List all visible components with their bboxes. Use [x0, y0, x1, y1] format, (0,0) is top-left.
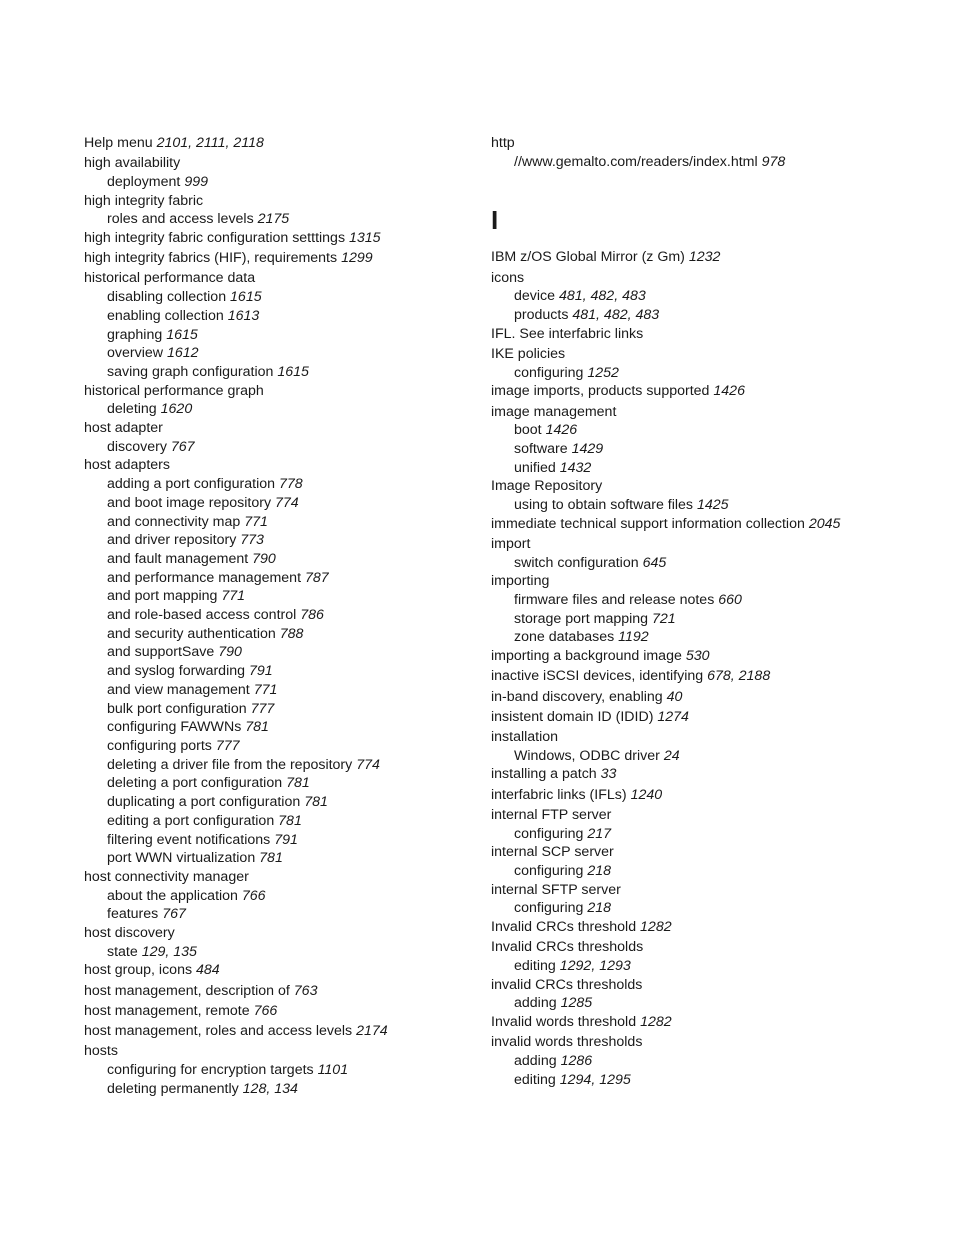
index-page-refs: 1615: [277, 363, 309, 380]
index-term: importing: [491, 573, 550, 590]
index-entry: [491, 134, 931, 153]
index-term: historical performance data: [84, 270, 256, 287]
index-term: editing: [514, 957, 556, 974]
index-entry: [84, 1022, 474, 1041]
index-term: configuring: [514, 364, 584, 381]
index-page-refs: 791: [274, 831, 298, 848]
index-term: deleting permanently: [107, 1080, 239, 1097]
index-subentry: [84, 756, 474, 775]
index-term: about the application: [107, 887, 238, 904]
index-term: deleting a driver file from the repository: [107, 756, 353, 773]
index-term: IKE policies: [491, 345, 566, 362]
index-term: //www.gemalto.com/readers/index.html: [514, 153, 758, 170]
index-term: in-band discovery, enabling: [491, 688, 663, 705]
index-page-refs: 2101, 2111, 2118: [156, 135, 264, 151]
index-subentry: [84, 326, 474, 345]
index-page-refs: 1294, 1295: [559, 1071, 631, 1088]
index-term: invalid words thresholds: [491, 1034, 643, 1051]
index-subentry: [84, 700, 474, 719]
index-page-refs: 1282: [640, 1014, 672, 1031]
index-term: features: [107, 906, 159, 923]
index-term: and supportSave: [107, 644, 215, 661]
index-entry: [84, 868, 474, 887]
index-term: host adapters: [84, 457, 170, 474]
index-term: enabling collection: [107, 307, 224, 324]
index-term: and role-based access control: [107, 607, 297, 624]
index-entry: [491, 1033, 931, 1052]
index-page-refs: 1232: [688, 249, 721, 266]
index-page-refs: 766: [253, 1002, 278, 1019]
index-term: invalid CRCs thresholds: [491, 976, 643, 993]
index-page-refs: 1432: [559, 459, 592, 476]
index-entry: [84, 382, 474, 401]
index-term: high integrity fabrics (HIF), requirements: [84, 250, 338, 267]
index-term: high integrity fabric: [84, 192, 204, 209]
index-term: inactive iSCSI devices, identifying: [491, 668, 704, 685]
index-term: high availability: [84, 155, 181, 172]
index-term: high integrity fabric configuration setttings: [84, 230, 346, 247]
index-page-refs: 786: [300, 607, 324, 624]
index-term: Image Repository: [491, 478, 603, 495]
index-term: deleting: [107, 401, 157, 418]
index-subentry: [84, 812, 474, 831]
index-entry: [491, 786, 931, 805]
index-term: interfabric links (IFLs): [491, 786, 627, 803]
index-page-refs: 1285: [560, 995, 593, 1012]
index-subentry: [84, 344, 474, 363]
index-page-refs: 777: [215, 738, 240, 754]
index-subentry: [491, 421, 931, 440]
index-term: IBM z/OS Global Mirror (z Gm): [491, 249, 685, 266]
index-term: overview: [107, 345, 163, 362]
index-subentry: [84, 475, 474, 494]
index-subentry: [491, 610, 931, 629]
index-subentry: [491, 153, 931, 172]
index-page-refs: 791: [248, 663, 273, 680]
index-subentry: [84, 849, 474, 868]
index-term: host management, remote: [84, 1002, 250, 1019]
index-subentry: [84, 905, 474, 924]
index-subentry: [84, 737, 474, 756]
index-page-refs: 1286: [560, 1052, 593, 1069]
section-letter-heading: I: [491, 205, 499, 236]
index-term: unified: [514, 459, 556, 476]
index-entry: [491, 248, 931, 267]
index-subentry: [491, 1071, 931, 1090]
index-term: host management, description of: [84, 982, 290, 999]
index-page-refs: 1615: [166, 326, 198, 343]
index-subentry: [491, 287, 931, 306]
index-term: http: [491, 135, 515, 151]
index-page-refs: 1425: [696, 497, 729, 514]
index-term: internal FTP server: [491, 806, 612, 823]
index-term: import: [491, 535, 531, 552]
index-page-refs: 1192: [618, 629, 649, 646]
index-term: Windows, ODBC driver: [514, 747, 660, 764]
index-subentry: [84, 625, 474, 644]
index-term: configuring ports: [107, 738, 212, 754]
index-term: Invalid words threshold: [491, 1014, 637, 1031]
index-term: internal SCP server: [491, 844, 614, 861]
index-term: boot: [514, 422, 542, 439]
index-term: IFL. See interfabric links: [491, 325, 644, 342]
index-term: and syslog forwarding: [107, 663, 246, 680]
index-column-right: [491, 134, 931, 1089]
index-page-refs: 660: [718, 592, 742, 609]
index-page-refs: 1240: [630, 786, 663, 803]
index-subentry: [84, 531, 474, 550]
index-page-refs: 781: [245, 719, 269, 736]
index-page-refs: 774: [356, 756, 380, 773]
index-page-refs: 787: [304, 569, 329, 586]
index-page-refs: 33: [600, 766, 617, 783]
index-entry: [491, 728, 931, 747]
index-term: importing a background image: [491, 648, 682, 665]
index-subentry: [491, 747, 931, 766]
index-subentry: [84, 550, 474, 569]
index-subentry: [84, 438, 474, 457]
index-page-refs: 1429: [571, 440, 604, 457]
index-term: disabling collection: [107, 289, 227, 306]
index-subentry: [491, 591, 931, 610]
index-entry: [84, 154, 474, 173]
index-entry: [491, 345, 931, 364]
index-subentry: [84, 569, 474, 588]
index-subentry: [84, 943, 474, 962]
index-subentry: [84, 887, 474, 906]
index-term: storage port mapping: [514, 610, 649, 627]
index-page-refs: 40: [666, 688, 683, 705]
index-entry: [491, 765, 931, 784]
index-term: and connectivity map: [107, 513, 241, 530]
index-page-refs: 790: [218, 644, 242, 661]
index-subentry: [84, 606, 474, 625]
index-term: editing: [514, 1071, 556, 1088]
index-subentry: [84, 831, 474, 850]
index-page-refs: 1292, 1293: [559, 957, 631, 974]
index-entry: [491, 1013, 931, 1032]
index-entry: [491, 382, 931, 401]
index-term: and driver repository: [107, 532, 237, 549]
index-page-refs: 1613: [227, 307, 260, 324]
index-subentry: [491, 306, 931, 325]
index-page-refs: 481, 482, 483: [558, 288, 646, 305]
index-entry: [84, 982, 474, 1001]
index-term: insistent domain ID (IDID): [491, 708, 654, 725]
index-subentry: [84, 793, 474, 812]
index-entry: [84, 1002, 474, 1021]
index-term: image imports, products supported: [491, 383, 710, 400]
index-entry: [84, 419, 474, 438]
index-term: duplicating a port configuration: [107, 794, 301, 811]
index-term: adding a port configuration: [107, 476, 276, 493]
index-subentry: [84, 718, 474, 737]
index-entry: [491, 843, 931, 862]
index-term: host group, icons: [84, 962, 193, 979]
index-subentry: [84, 774, 474, 793]
index-page-refs: 2175: [257, 211, 290, 228]
index-subentry: [84, 494, 474, 513]
index-entry: [491, 647, 931, 666]
index-page-refs: 777: [250, 700, 275, 717]
index-page-refs: 781: [278, 812, 302, 829]
index-page-refs: 218: [587, 862, 612, 879]
index-page-refs: 721: [652, 610, 676, 627]
index-page-refs: 774: [275, 494, 299, 511]
index-term: historical performance graph: [84, 382, 264, 399]
index-term: switch configuration: [514, 554, 639, 571]
index-term: host adapter: [84, 420, 163, 437]
index-term: configuring: [514, 825, 584, 842]
index-page-refs: 484: [196, 962, 220, 979]
index-subentry: [84, 210, 474, 229]
index-page-refs: 771: [221, 588, 246, 605]
index-subentry: [84, 363, 474, 382]
index-page-refs: 1252: [587, 364, 619, 381]
index-term: configuring for encryption targets: [107, 1061, 314, 1078]
index-entry: [84, 134, 474, 153]
index-entry: [491, 269, 931, 288]
index-entry: [491, 572, 931, 591]
index-page-refs: 788: [279, 625, 304, 642]
index-entry: [84, 961, 474, 980]
index-page-refs: 1426: [713, 383, 745, 400]
index-term: host management, roles and access levels: [84, 1023, 353, 1040]
index-subentry: [84, 662, 474, 681]
index-term: configuring FAWWNs: [107, 719, 242, 736]
index-entry: [491, 918, 931, 937]
index-term: host discovery: [84, 925, 175, 942]
index-entry: [491, 403, 931, 422]
index-term: Help menu: [84, 135, 153, 151]
index-term: filtering event notifications: [107, 831, 271, 848]
index-column-left: [84, 134, 474, 1098]
index-term: host connectivity manager: [84, 868, 249, 885]
index-page-refs: 1615: [230, 289, 262, 306]
index-term: and security authentication: [107, 625, 276, 642]
index-subentry: [84, 513, 474, 532]
index-group-http: [491, 134, 931, 171]
index-term: deployment: [107, 173, 181, 190]
index-subentry: [491, 862, 931, 881]
index-subentry: [491, 496, 931, 515]
index-subentry: [84, 173, 474, 192]
index-page-refs: 1426: [545, 422, 578, 439]
index-entry: [84, 456, 474, 475]
index-subentry: [84, 307, 474, 326]
index-page-refs: 1274: [657, 708, 689, 725]
index-term: state: [107, 943, 138, 960]
index-term: image management: [491, 403, 617, 420]
index-term: using to obtain software files: [514, 497, 694, 514]
index-term: firmware files and release notes: [514, 592, 715, 609]
index-page-refs: 763: [293, 982, 318, 999]
index-term: adding: [514, 995, 557, 1012]
index-term: and fault management: [107, 550, 249, 567]
index-entry: [491, 535, 931, 554]
index-subentry: [491, 957, 931, 976]
index-page-refs: 1101: [317, 1061, 349, 1078]
index-term: products: [514, 307, 569, 324]
index-subentry: [84, 643, 474, 662]
index-subentry: [84, 1080, 474, 1099]
index-page-refs: 645: [642, 554, 667, 571]
index-page-refs: 129, 135: [141, 943, 197, 960]
index-term: internal SFTP server: [491, 881, 621, 898]
index-term: and view management: [107, 681, 250, 698]
index-page-refs: 217: [587, 825, 612, 842]
index-entry: [491, 976, 931, 995]
index-page-refs: 771: [244, 513, 268, 530]
index-entry: [491, 477, 931, 496]
index-term: bulk port configuration: [107, 700, 247, 717]
index-entry: [84, 229, 474, 248]
index-term: and port mapping: [107, 588, 218, 605]
index-page-refs: 778: [278, 476, 303, 493]
index-term: software: [514, 440, 568, 457]
index-subentry: [84, 288, 474, 307]
index-entry: [491, 688, 931, 707]
index-entry: [491, 938, 931, 957]
index-entry: [84, 924, 474, 943]
index-term: installation: [491, 728, 559, 745]
index-group-i: [491, 248, 931, 1089]
index-term: saving graph configuration: [107, 363, 274, 380]
index-subentry: [491, 994, 931, 1013]
index-term: and boot image repository: [107, 494, 272, 511]
index-subentry: [491, 899, 931, 918]
index-term: adding: [514, 1052, 557, 1069]
index-page-refs: 2174: [356, 1023, 388, 1040]
index-term: discovery: [107, 438, 167, 455]
index-term: port WWN virtualization: [107, 850, 256, 867]
index-subentry: [491, 554, 931, 573]
index-entry: [84, 249, 474, 268]
index-entry: [84, 1042, 474, 1061]
index-page-refs: 1612: [166, 345, 199, 362]
index-page-refs: 999: [184, 173, 208, 190]
index-page-refs: 530: [685, 648, 710, 665]
index-page-refs: 1299: [341, 250, 373, 267]
index-page-refs: 128, 134: [242, 1080, 298, 1097]
index-subentry: [491, 364, 931, 383]
index-term: and performance management: [107, 569, 302, 586]
index-term: hosts: [84, 1043, 118, 1060]
index-page-refs: 481, 482, 483: [572, 307, 660, 324]
index-entry: [84, 192, 474, 211]
index-page-refs: 978: [761, 153, 786, 170]
index-entry: [491, 667, 931, 686]
index-term: configuring: [514, 862, 584, 879]
index-page-refs: 767: [170, 438, 195, 455]
index-entry: [84, 269, 474, 288]
index-term: device: [514, 288, 556, 305]
index-subentry: [84, 587, 474, 606]
index-entry: [491, 708, 931, 727]
index-term: zone databases: [514, 629, 615, 646]
index-term: editing a port configuration: [107, 812, 275, 829]
index-page-refs: 767: [162, 906, 186, 923]
index-page-refs: 790: [252, 550, 276, 567]
index-page-refs: 781: [304, 794, 328, 811]
index-page-refs: 773: [240, 532, 264, 549]
index-page-refs: 781: [286, 775, 310, 792]
index-entry: [491, 881, 931, 900]
index-term: deleting a port configuration: [107, 775, 283, 792]
index-term: installing a patch: [491, 766, 597, 783]
index-subentry: [491, 628, 931, 647]
index-subentry: [84, 400, 474, 419]
index-entry: [491, 806, 931, 825]
index-entry: [491, 325, 931, 344]
index-page-refs: 1620: [160, 401, 193, 418]
index-term: icons: [491, 269, 525, 286]
index-subentry: [491, 1052, 931, 1071]
index-term: Invalid CRCs threshold: [491, 919, 637, 936]
index-page-refs: 1315: [349, 230, 381, 247]
index-page-refs: 24: [663, 747, 680, 764]
index-subentry: [84, 681, 474, 700]
index-page-refs: 2045: [808, 515, 841, 532]
index-subentry: [491, 825, 931, 844]
index-subentry: [491, 440, 931, 459]
index-subentry: [84, 1061, 474, 1080]
index-page-refs: 678, 2188: [707, 668, 771, 685]
index-term: immediate technical support information collection: [491, 515, 805, 532]
index-page-refs: 766: [241, 887, 266, 904]
index-page-refs: 781: [259, 850, 283, 867]
index-entry: [491, 515, 931, 534]
index-page-refs: 771: [253, 681, 278, 698]
index-page-refs: 1282: [640, 919, 672, 936]
index-page-refs: 218: [587, 900, 612, 917]
index-subentry: [491, 459, 931, 478]
index-term: configuring: [514, 900, 584, 917]
index-term: graphing: [107, 326, 163, 343]
index-term: roles and access levels: [107, 211, 254, 228]
index-term: Invalid CRCs thresholds: [491, 939, 644, 956]
